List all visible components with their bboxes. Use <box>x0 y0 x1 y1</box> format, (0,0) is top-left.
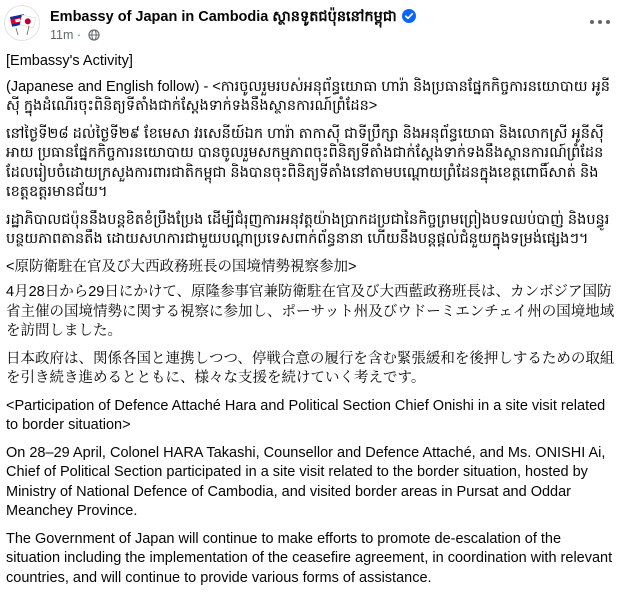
post-paragraph: [Embassy's Activity] <box>6 53 133 69</box>
globe-icon[interactable] <box>88 29 100 44</box>
post-paragraph: 4月28日から29日にかけて、原隆参事官兼防衛駐在官及び大西藍政務班長は、カンボジア国防省主催の国境情勢に関する視察に参加し、ポーサット州及びウドーミエンチェイ州の国境地域を訪問しました。 <box>6 284 615 339</box>
post-paragraph: The Government of Japan will continue to make efforts to promote de-escalation of the situation including the implementation of the ceasefire agreement, in coordination with relevant countries, and will continue to provide various forms of assistance. <box>6 530 613 586</box>
verified-badge-icon <box>402 9 416 23</box>
post-header <box>0 0 624 52</box>
more-options-icon[interactable] <box>588 10 612 34</box>
post-paragraph: នៅថ្ងៃទី២៨ ដល់ថ្ងៃទី២៩ ខែមេសា វរសេនីយ៍ឯក ហារ៉ា តាកាស៊ី ជាទីប្រឹក្សា និងអនុព័ន្ធយោធា និងលោកស្រី អូនីស៊ី អាយ ប្រធានផ្នែកកិច្ចការនយោបាយ បានចូលរួមសកម្មភាពចុះពិនិត្យទីតាំងជាក់ស្តែងទាក់ទងនឹងស្ថានការណ៍ព្រំដែន ដែលរៀបចំដោយក្រសួងការពារជាតិកម្ពុជា និងបានចុះពិនិត្យទីតាំងនៅតាមបណ្តោយព្រំដែនក្នុងខេត្តពោធិ៍សាត់ និងខេត្តឧត្តរមានជ័យ។ <box>6 125 604 200</box>
post-paragraph: 日本政府は、関係各国と連携しつつ、停戦合意の履行を含む緊張緩和を後押しするための取組を引き続き進めるとともに、様々な支援を続けていく考えです。 <box>6 350 615 386</box>
post-body <box>6 52 618 596</box>
post-paragraph: (Japanese and English follow) - <ការចូលរួមរបស់អនុព័ន្ធយោធា ហារ៉ា និងប្រធានផ្នែកកិច្ចការនយោបាយ អូនីស៊ី ក្នុងដំណើរចុះពិនិត្យទីតាំងជាក់ស្តែងទាក់ទងនឹងស្ថានការណ៍ព្រំដែន> <box>6 78 610 114</box>
page-name-row <box>50 8 416 29</box>
japan-cambodia-flags-logo <box>5 6 40 41</box>
post-paragraph: <原防衛駐在官及び大西政務班長の国境情勢視察参加> <box>6 258 357 275</box>
meta-separator: · <box>76 28 82 42</box>
page-avatar[interactable] <box>4 5 40 41</box>
post-paragraph: <Participation of Defence Attaché Hara and Political Section Chief Onishi in a site visit related to border situation> <box>6 397 606 433</box>
post-paragraph: រដ្ឋាភិបាលជប៉ុននឹងបន្តខិតខំប្រឹងប្រែង ដើម្បីជំរុញការអនុវត្តយ៉ាងប្រាកដប្រជានៃកិច្ចព្រមព្រៀងបទឈប់បាញ់ និងបន្ធូរបន្ថយភាពតានតឹង ដោយសហការជាមួយបណ្តាប្រទេសពាក់ព័ន្ធនានា ហើយនឹងបន្តផ្តល់ជំនួយក្នុងទម្រង់ផ្សេងៗ។ <box>6 211 610 247</box>
post-paragraph: On 28–29 April, Colonel HARA Takashi, Counsellor and Defence Attaché, and Ms. ONISHI Ai, Chief of Political Section participated in a site visit related to the border situation, hosted by Ministry of National Defence of Cambodia, and visited border areas in Pursat and Oddar Meanchey Province. <box>6 444 606 519</box>
page-name-link[interactable]: Embassy of Japan in Cambodia ស្ថានទូតជប៉ុននៅកម្ពុជា <box>50 9 397 25</box>
post-meta <box>50 28 100 44</box>
post-time[interactable]: 11m <box>50 28 74 42</box>
